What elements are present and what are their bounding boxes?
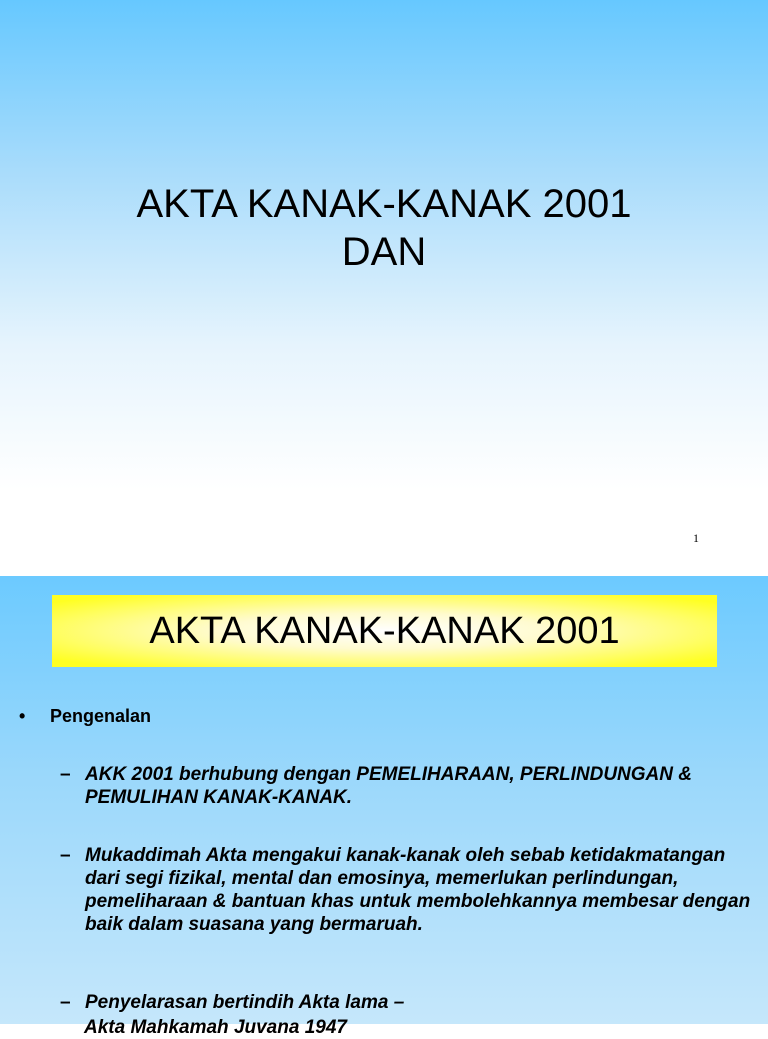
slide-1-title-line-1: AKTA KANAK-KANAK 2001 bbox=[136, 182, 632, 226]
dash-item-text: AKK 2001 berhubung dengan PEMELIHARAAN, PERLINDUNGAN & PEMULIHAN KANAK-KANAK. bbox=[85, 764, 692, 808]
sub-item-partial: Akta Mahkamah Juvana 1947 bbox=[84, 1017, 347, 1038]
slide-2-title: AKTA KANAK-KANAK 2001 bbox=[149, 609, 620, 652]
dash-item-text: Penyelarasan bertindih Akta lama – bbox=[85, 992, 405, 1013]
bullet-dot-icon: • bbox=[19, 706, 26, 726]
dash-icon: – bbox=[60, 992, 71, 1013]
slide-2 bbox=[0, 576, 768, 1038]
dash-item-2 bbox=[60, 844, 760, 936]
dash-item-text: Mukaddimah Akta mengakui kanak-kanak oleh sebab ketidakmatangan dari segi fizikal, mental dan emosinya, memerlukan perlindungan, pemeliharaan & bantuan khas untuk membolehkannya membesar dengan baik dalam suasana yang bermaruah. bbox=[85, 845, 751, 935]
dash-item-3 bbox=[60, 991, 760, 1014]
slide-1-title bbox=[0, 180, 768, 276]
slide-2-title-box bbox=[52, 595, 717, 667]
slide-number: 1 bbox=[693, 531, 699, 545]
slide-1-title-line-2: DAN bbox=[341, 230, 427, 274]
dash-icon: – bbox=[60, 845, 71, 866]
bullet-item-pengenalan bbox=[19, 706, 151, 727]
dash-icon: – bbox=[60, 764, 71, 785]
bullet-label: Pengenalan bbox=[50, 706, 152, 726]
dash-item-1 bbox=[60, 763, 760, 809]
